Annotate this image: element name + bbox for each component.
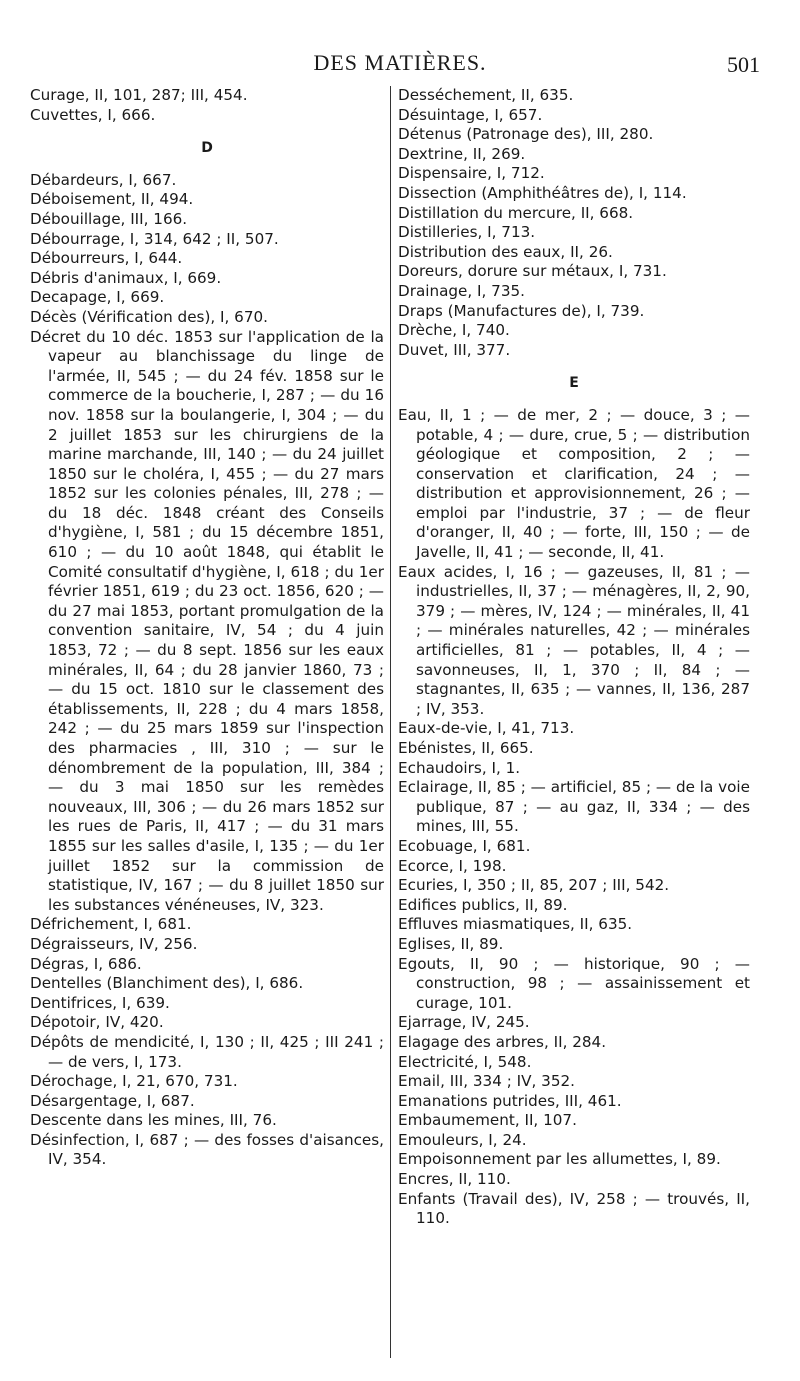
index-entry: Embaumement, II, 107. bbox=[398, 1111, 577, 1130]
index-entry: Decapage, I, 669. bbox=[30, 288, 165, 307]
index-entry: Effluves miasmatiques, II, 635. bbox=[398, 915, 633, 934]
index-entry: Electricité, I, 548. bbox=[398, 1052, 532, 1071]
index-entry: Doreurs, dorure sur métaux, I, 731. bbox=[398, 262, 667, 281]
index-entry: Distilleries, I, 713. bbox=[398, 223, 536, 242]
index-entry: Dissection (Amphithéâtres de), I, 114. bbox=[398, 183, 687, 202]
index-entry: Drèche, I, 740. bbox=[398, 321, 510, 340]
index-entry: Dentifrices, I, 639. bbox=[30, 993, 170, 1012]
index-entry: Décès (Vérification des), I, 670. bbox=[30, 307, 268, 326]
index-entry: Ecobuage, I, 681. bbox=[398, 836, 531, 855]
section-letter: D bbox=[201, 140, 213, 157]
index-entry: Ecorce, I, 198. bbox=[398, 856, 507, 875]
index-entry: Débouillage, III, 166. bbox=[30, 209, 188, 228]
index-entry: Déboisement, II, 494. bbox=[30, 190, 194, 209]
index-entry: Elagage des arbres, II, 284. bbox=[398, 1032, 607, 1051]
index-entry: Eau, II, 1 ; — de mer, 2 ; — douce, 3 ; — potable, 4 ; — dure, crue, 5 ; — distribution géologique et composition, 2 ; — conservation et clarification, 24 ; — distribution et approvisionnement, 26 ; — emploi par l'industrie, 37 ; — de fleur d'oranger, II, 40 ; — forte, III, 150 ; — de Javelle, II, 41 ; — seconde, II, 41. bbox=[398, 405, 750, 562]
running-title: DES MATIÈRES. bbox=[313, 50, 487, 75]
index-entry: Défrichement, I, 681. bbox=[30, 915, 192, 934]
index-entry: Drainage, I, 735. bbox=[398, 281, 525, 300]
index-entry: Distillation du mercure, II, 668. bbox=[398, 203, 634, 222]
index-entry: Débourreurs, I, 644. bbox=[30, 249, 183, 268]
index-entry: Débardeurs, I, 667. bbox=[30, 170, 177, 189]
index-entry: Eglises, II, 89. bbox=[398, 934, 504, 953]
index-entry: Ejarrage, IV, 245. bbox=[398, 1013, 530, 1032]
index-entry: Duvet, III, 377. bbox=[398, 340, 511, 359]
index-entry: Débourrage, I, 314, 642 ; II, 507. bbox=[30, 229, 279, 248]
index-entry: Encres, II, 110. bbox=[398, 1170, 511, 1189]
index-entry: Draps (Manufactures de), I, 739. bbox=[398, 301, 645, 320]
index-entry: Curage, II, 101, 287; III, 454. bbox=[30, 86, 248, 104]
column-divider bbox=[390, 86, 391, 1358]
index-entry: Desséchement, II, 635. bbox=[398, 86, 574, 104]
index-entry: Dentelles (Blanchiment des), I, 686. bbox=[30, 974, 304, 993]
index-entry: Détenus (Patronage des), III, 280. bbox=[398, 125, 654, 144]
index-entry: Email, III, 334 ; IV, 352. bbox=[398, 1072, 575, 1091]
index-entry: Décret du 10 déc. 1853 sur l'application de la vapeur au blanchissage du linge de l'armée, II, 545 ; — du 24 fév. 1858 sur le commerce de la boucherie, I, 287 ; — du 16 nov. 1858 sur la boulangerie, I, 304 ; — du 2 juillet 1853 sur les chirurgiens de la marine marchande, III, 140 ; — du 24 juillet 1850 sur le choléra, I, 455 ; — du 27 mars 1852 sur les colonies pénales, III, 278 ; — du 18 déc. 1848 créant des Conseils d'hygiène, I, 581 ; du 15 décembre 1851, 610 ; — du 10 août 1848, qui établit le Comité consultatif d'hygiène, I, 618 ; du 1er février 1851, 619 ; du 23 oct. 1856, 620 ; — du 27 mai 1853, portant promulgation de la convention sanitaire, IV, 54 ; du 4 juin 1853, 72 ; — du 8 sept. 1856 sur les eaux minérales, II, 64 ; du 28 janvier 1860, 73 ; — du 15 oct. 1810 sur le classement des établissements, II, 228 ; du 4 mars 1858, 242 ; — du 25 mars 1859 sur l'inspection des pharmacies , III, 310 ; — sur le dénombrement de la population, III, 384 ; — du 3 mai 1850 sur les remèdes nouveaux, III, 306 ; — du 26 mars 1852 sur les rues de Paris, II, 417 ; — du 31 mars 1855 sur les salles d'asile, I, 135 ; — du 1er juillet 1852 sur la commission de statistique, IV, 167 ; — du 8 juillet 1850 sur les substances vénéneuses, IV, 323. bbox=[30, 327, 384, 914]
index-entry: Descente dans les mines, III, 76. bbox=[30, 1111, 277, 1130]
index-entry: Cuvettes, I, 666. bbox=[30, 105, 156, 124]
index-entry: Egouts, II, 90 ; — historique, 90 ; — construction, 98 ; — assainissement et curage, 101. bbox=[398, 954, 750, 1012]
index-entry: Distribution des eaux, II, 26. bbox=[398, 242, 613, 261]
page-number: 501 bbox=[727, 52, 760, 77]
right-column bbox=[398, 86, 750, 1229]
index-entry: Edifices publics, II, 89. bbox=[398, 895, 568, 914]
section-letter: E bbox=[569, 375, 579, 392]
left-column bbox=[30, 86, 384, 1170]
index-entry: Eclairage, II, 85 ; — artificiel, 85 ; — de la voie publique, 87 ; — au gaz, II, 334 ; — des mines, III, 55. bbox=[398, 778, 750, 836]
page-header bbox=[0, 50, 800, 90]
index-entry: Désargentage, I, 687. bbox=[30, 1091, 195, 1110]
index-entry: Eaux acides, I, 16 ; — gazeuses, II, 81 ; — industrielles, II, 37 ; — ménagères, II, 2, 90, 379 ; — mères, IV, 124 ; — minérales, II, 41 ; — minérales naturelles, 42 ; — minérales artificielles, 81 ; — potables, II, 4 ; — savonneuses, II, 1, 370 ; II, 84 ; — stagnantes, II, 635 ; — vannes, II, 136, 287 ; IV, 353. bbox=[398, 562, 750, 718]
index-entry: Désinfection, I, 687 ; — des fosses d'aisances, IV, 354. bbox=[30, 1130, 384, 1169]
index-entry: Enfants (Travail des), IV, 258 ; — trouvés, II, 110. bbox=[398, 1189, 750, 1228]
index-entry: Débris d'animaux, I, 669. bbox=[30, 268, 222, 287]
index-entry: Ebénistes, II, 665. bbox=[398, 739, 534, 757]
index-entry: Echaudoirs, I, 1. bbox=[398, 758, 521, 777]
index-entry: Dépôts de mendicité, I, 130 ; II, 425 ; III 241 ; — de vers, I, 173. bbox=[30, 1032, 384, 1071]
index-entry: Emouleurs, I, 24. bbox=[398, 1130, 527, 1149]
index-entry: Dérochage, I, 21, 670, 731. bbox=[30, 1072, 238, 1091]
index-entry: Dispensaire, I, 712. bbox=[398, 164, 545, 183]
index-entry: Dextrine, II, 269. bbox=[398, 144, 526, 163]
index-entry: Eaux-de-vie, I, 41, 713. bbox=[398, 719, 575, 738]
index-entry: Désuintage, I, 657. bbox=[398, 105, 543, 124]
index-entry: Emanations putrides, III, 461. bbox=[398, 1091, 622, 1110]
index-entry: Ecuries, I, 350 ; II, 85, 207 ; III, 542. bbox=[398, 876, 670, 895]
index-entry: Dégras, I, 686. bbox=[30, 954, 142, 973]
index-entry: Dépotoir, IV, 420. bbox=[30, 1013, 164, 1032]
index-entry: Dégraisseurs, IV, 256. bbox=[30, 934, 198, 953]
index-entry: Empoisonnement par les allumettes, I, 89. bbox=[398, 1150, 721, 1169]
